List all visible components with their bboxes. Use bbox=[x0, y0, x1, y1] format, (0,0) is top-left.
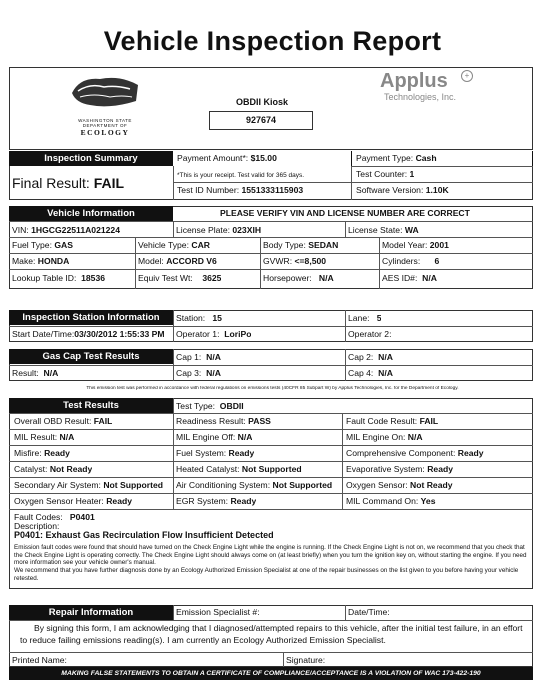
repair-header: Repair Information bbox=[9, 605, 173, 620]
software-version: Software Version: 1.10K bbox=[356, 185, 449, 195]
result-cell bbox=[346, 464, 453, 475]
result-value: Not Supported bbox=[103, 480, 163, 490]
result-value: FAIL bbox=[93, 416, 113, 426]
row-divider bbox=[9, 477, 533, 478]
license-state: License State: WA bbox=[348, 225, 419, 235]
result-label: MIL Engine On: bbox=[346, 432, 406, 442]
specialist-number: Emission Specialist #: bbox=[176, 607, 260, 617]
cap-2: Cap 2: N/A bbox=[348, 352, 393, 362]
result-cell bbox=[14, 432, 74, 443]
row-divider bbox=[9, 493, 533, 494]
horsepower: Horsepower: N/A bbox=[263, 273, 334, 283]
result-cell bbox=[14, 416, 112, 427]
result-label: Overall OBD Result: bbox=[14, 416, 92, 426]
result-label: Catalyst: bbox=[14, 464, 48, 474]
result-value: Ready bbox=[44, 448, 70, 458]
license-plate: License Plate: 023XIH bbox=[176, 225, 262, 235]
receipt-note: *This is your receipt. Test valid for 365 days. bbox=[177, 172, 305, 179]
result-label: Heated Catalyst: bbox=[176, 464, 240, 474]
result-cell bbox=[176, 464, 302, 475]
result-label: MIL Command On: bbox=[346, 496, 419, 506]
aes-id: AES ID#: N/A bbox=[382, 273, 437, 283]
result-cell bbox=[176, 416, 271, 427]
result-label: Misfire: bbox=[14, 448, 42, 458]
result-cell bbox=[176, 448, 254, 459]
result-cell bbox=[346, 432, 423, 443]
company-sub: Technologies, Inc. bbox=[384, 92, 457, 102]
result-label: Secondary Air System: bbox=[14, 480, 101, 490]
result-label: Fuel System: bbox=[176, 448, 227, 458]
cylinders: Cylinders: 6 bbox=[382, 256, 440, 266]
result-value: Not Ready bbox=[49, 464, 93, 474]
results-header: Test Results bbox=[9, 398, 173, 413]
result-cell bbox=[176, 480, 332, 491]
result-value: Yes bbox=[420, 496, 436, 506]
repair-statement: By signing this form, I am acknowledging that I diagnosed/attempted repairs to this vehicle, after the initial test failure, in an effort to reduce failing emissions reading(s). I am currently an Ecology Authorized Emission Specialist. bbox=[20, 623, 523, 645]
result-cell bbox=[346, 416, 438, 427]
summary-header: Inspection Summary bbox=[9, 151, 173, 166]
fuel-type: Fuel Type: GAS bbox=[12, 240, 73, 250]
gascap-header: Gas Cap Test Results bbox=[9, 349, 173, 364]
payment-type: Payment Type: Cash bbox=[356, 153, 437, 163]
model: Model: ACCORD V6 bbox=[138, 256, 217, 266]
page-title: Vehicle Inspection Report bbox=[103, 26, 442, 56]
result-label: MIL Engine Off: bbox=[176, 432, 236, 442]
result-value: N/A bbox=[237, 432, 253, 442]
result-value: FAIL bbox=[419, 416, 439, 426]
result-label: MIL Result: bbox=[14, 432, 58, 442]
row-divider bbox=[9, 445, 533, 446]
result-cell bbox=[346, 496, 436, 507]
make: Make: HONDA bbox=[12, 256, 70, 266]
result-cell bbox=[14, 496, 132, 507]
result-cell bbox=[14, 448, 70, 459]
kiosk-label: OBDII Kiosk bbox=[236, 97, 289, 107]
lane: Lane: 5 bbox=[348, 313, 382, 323]
result-value: Ready bbox=[230, 496, 257, 506]
seal-line-1: WASHINGTON STATE bbox=[78, 118, 132, 123]
gascap-result: Result: N/A bbox=[12, 368, 59, 378]
vehicle-type: Vehicle Type: CAR bbox=[138, 240, 210, 250]
fault-note-1: Emission fault codes were found that should have turned on the Check Engine Light while the engine is running. If the Check Engine Light is not on, we recommend that you check that the Check Engine Light is operating correctly. The Check Engine Light should always come on (at least briefly) when you turn the ignition key on, without starting the engine. If you need more information see your vehicle owner's manual. bbox=[14, 544, 527, 567]
result-cell bbox=[176, 496, 256, 507]
lookup-table-id: Lookup Table ID: 18536 bbox=[12, 273, 106, 283]
start-datetime: Start Date/Time:03/30/2012 1:55:33 PM bbox=[12, 329, 165, 339]
result-label: EGR System: bbox=[176, 496, 229, 506]
test-counter: Test Counter: 1 bbox=[356, 169, 415, 179]
repair-datetime: Date/Time: bbox=[348, 607, 390, 617]
ecology-seal-logo bbox=[70, 73, 140, 137]
result-label: Oxygen Sensor Heater: bbox=[14, 496, 104, 506]
row-divider bbox=[9, 429, 533, 430]
result-label: Readiness Result: bbox=[176, 416, 246, 426]
result-value: Not Supported bbox=[241, 464, 302, 474]
cap-1: Cap 1: N/A bbox=[176, 352, 221, 362]
result-label: Oxygen Sensor: bbox=[346, 480, 408, 490]
vehicle-header: Vehicle Information bbox=[9, 206, 173, 221]
test-id: Test ID Number: 1551333115903 bbox=[177, 185, 304, 195]
fine-print: This emission test was performed in accordance with federal regulations on emissions tests (40CFR 85 Subpart W) by Applus Technologies, Inc. for the Department of Ecology. bbox=[86, 386, 459, 391]
result-value: Ready bbox=[228, 448, 255, 458]
description-label: Description: bbox=[14, 521, 60, 531]
result-value: N/A bbox=[59, 432, 75, 442]
plus-circle-icon: + bbox=[461, 70, 473, 82]
result-cell bbox=[346, 448, 484, 459]
operator-2: Operator 2: bbox=[348, 329, 392, 339]
result-value: N/A bbox=[407, 432, 423, 442]
result-value: PASS bbox=[248, 416, 271, 426]
result-value: Ready bbox=[106, 496, 132, 506]
result-cell bbox=[176, 432, 252, 443]
result-cell bbox=[346, 480, 453, 491]
station: Station: 15 bbox=[176, 313, 222, 323]
station-header: Inspection Station Information bbox=[9, 310, 173, 325]
result-cell bbox=[14, 480, 163, 491]
result-label: Fault Code Result: bbox=[346, 416, 418, 426]
body-type: Body Type: SEDAN bbox=[263, 240, 339, 250]
vin: VIN: 1HGCG22511A021224 bbox=[12, 225, 120, 235]
model-year: Model Year: 2001 bbox=[382, 240, 449, 250]
operator-1: Operator 1: LoriPo bbox=[176, 329, 252, 339]
seal-line-3: ECOLOGY bbox=[80, 128, 130, 137]
fault-codes: Fault Codes: P0401 bbox=[14, 512, 95, 522]
signature-field: Signature: bbox=[286, 655, 326, 665]
result-label: Comprehensive Component: bbox=[346, 448, 456, 458]
test-type: Test Type: OBDII bbox=[176, 401, 244, 411]
final-result: Final Result: FAIL bbox=[12, 175, 125, 191]
result-label: Evaporative System: bbox=[346, 464, 425, 474]
kiosk-id-box bbox=[209, 111, 313, 130]
payment-amount: Payment Amount*: $15.00 bbox=[177, 153, 277, 163]
description-value: P0401: Exhaust Gas Recirculation Flow Insufficient Detected bbox=[14, 530, 274, 540]
result-label: Air Conditioning System: bbox=[176, 480, 271, 490]
row-divider bbox=[9, 461, 533, 462]
result-value: Not Ready bbox=[410, 480, 453, 490]
verify-notice: PLEASE VERIFY VIN AND LICENSE NUMBER ARE CORRECT bbox=[220, 208, 470, 218]
result-value: Ready bbox=[427, 464, 453, 474]
cap-3: Cap 3: N/A bbox=[176, 368, 221, 378]
fault-note-2: We recommend that you have further diagnosis done by an Ecology Authorized Emission Specialist at one of the repair businesses on the list given to you before having your vehicle retested. bbox=[14, 567, 519, 582]
result-value: Not Supported bbox=[272, 480, 333, 490]
equiv-test-wt: Equiv Test Wt: 3625 bbox=[138, 273, 222, 283]
gvwr: GVWR: <=8,500 bbox=[263, 256, 327, 266]
printed-name-field: Printed Name: bbox=[12, 655, 67, 665]
cap-4: Cap 4: N/A bbox=[348, 368, 393, 378]
result-cell bbox=[14, 464, 92, 475]
seal-line-2: DEPARTMENT OF bbox=[82, 123, 128, 128]
kiosk-id: 927674 bbox=[245, 115, 277, 125]
result-value: Ready bbox=[457, 448, 484, 458]
company-name: Applus bbox=[380, 70, 448, 92]
footer-warning: MAKING FALSE STATEMENTS TO OBTAIN A CERTIFICATE OF COMPLIANCE/ACCEPTANCE IS A VIOLATION OF WAC 173-422-190 bbox=[61, 670, 481, 677]
